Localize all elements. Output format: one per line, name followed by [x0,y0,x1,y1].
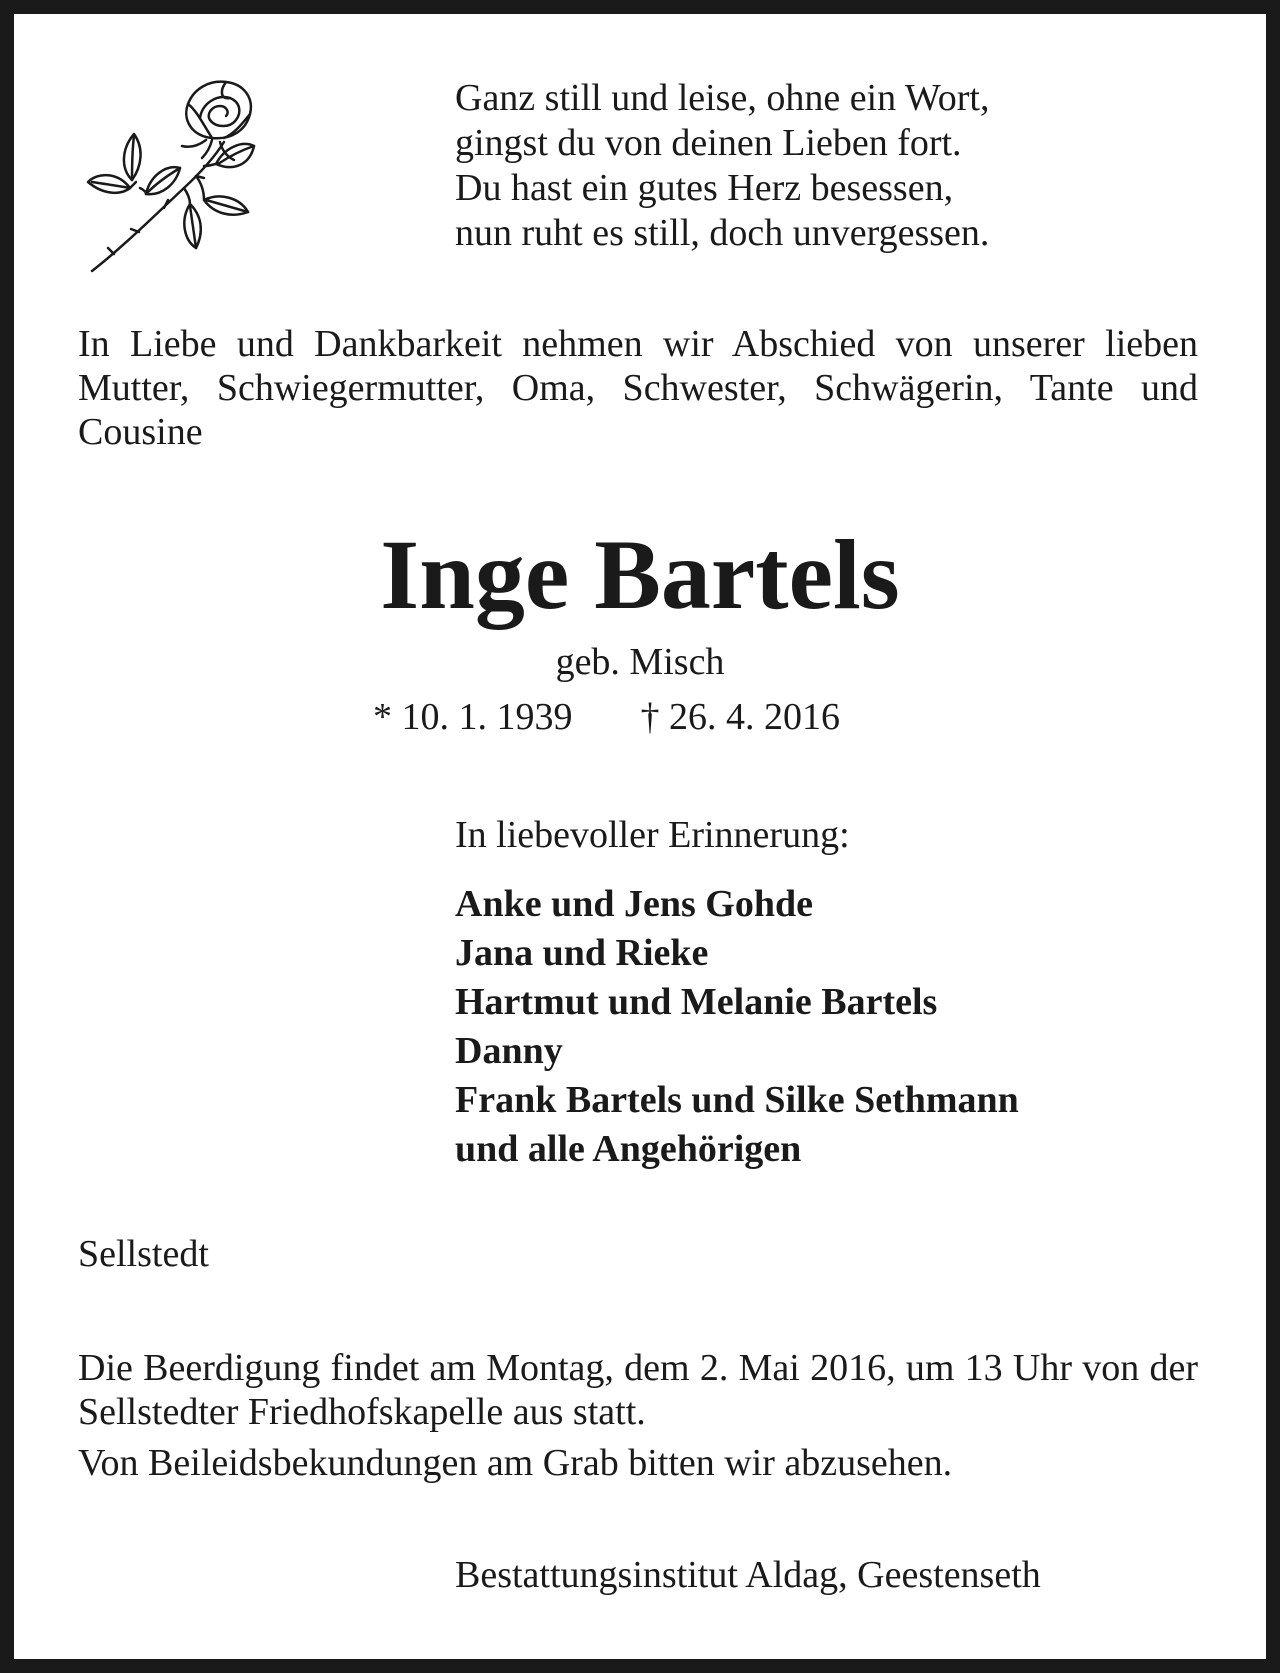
deceased-name: Inge Bartels [380,519,900,630]
condolences-note: Von Beileidsbekundungen am Grab bitten wir abzusehen. [78,1442,953,1484]
life-dates [373,695,840,739]
poem-line: Ganz still und leise, ohne ein Wort, [455,77,990,119]
family-member: und alle Angehörigen [455,1128,802,1170]
family-member: Danny [455,1030,563,1072]
place-name: Sellstedt [78,1233,209,1275]
family-list [455,880,1019,1174]
family-member: Hartmut und Melanie Bartels [455,981,938,1023]
memory-heading: In liebevoller Erinnerung: [455,814,850,856]
rose-icon [84,76,274,276]
undertaker: Bestattungsinstitut Aldag, Geestenseth [455,1554,1041,1596]
death-date: † 26. 4. 2016 [640,696,840,738]
intro-text: In Liebe und Dankbarkeit nehmen wir Abschied von unserer lieben Mutter, Schwiegermutter, Oma, Schwester, Schwägerin, Tante und Cousine [78,323,1198,453]
born-name: geb. Misch [555,641,725,683]
family-member: Anke und Jens Gohde [455,883,813,925]
poem-line: Du hast ein gutes Herz besessen, [455,167,954,209]
poem [455,76,989,256]
funeral-notice: Die Beerdigung findet am Montag, dem 2. Mai 2016, um 13 Uhr von der Sellstedter Friedhofskapelle aus statt. [78,1347,1198,1433]
birth-date: * 10. 1. 1939 [373,696,573,738]
family-member: Jana und Rieke [455,932,709,974]
poem-line: nun ruht es still, doch unvergessen. [455,212,990,254]
poem-line: gingst du von deinen Lieben fort. [455,122,962,164]
family-member: Frank Bartels und Silke Sethmann [455,1079,1019,1121]
